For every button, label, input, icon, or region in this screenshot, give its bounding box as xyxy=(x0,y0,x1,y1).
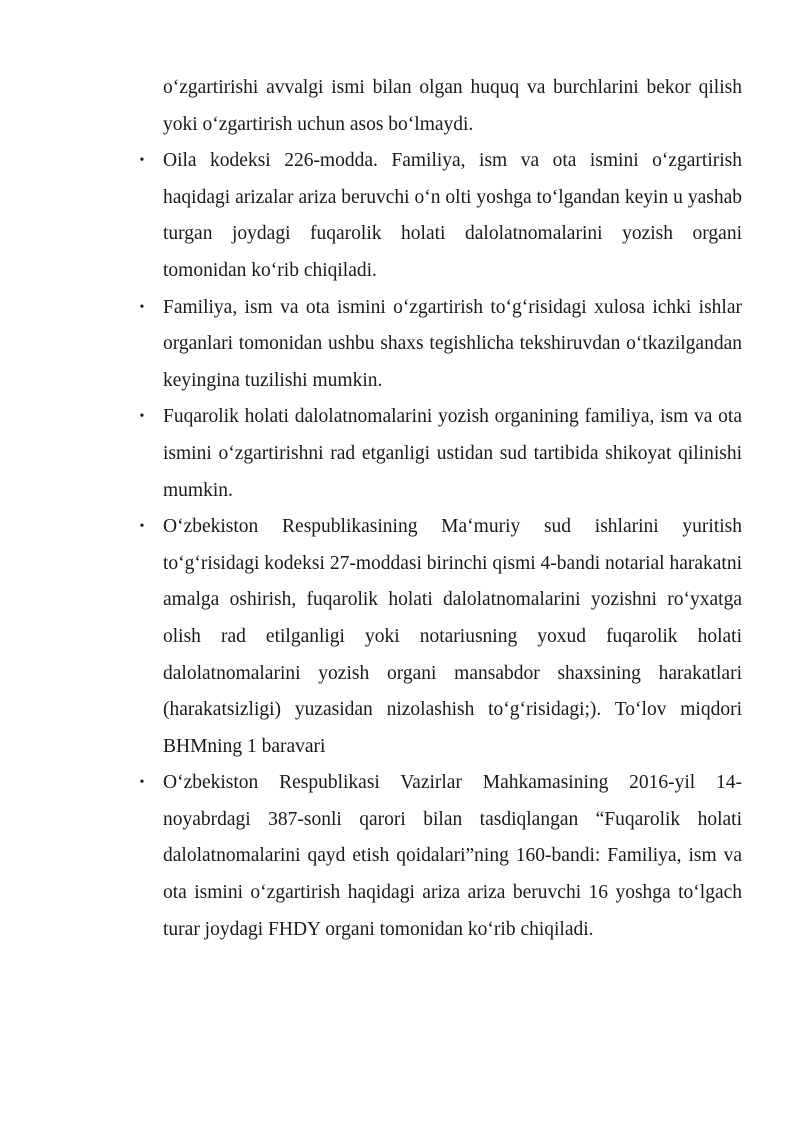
bullet-icon: • xyxy=(139,519,145,535)
bullet-icon: • xyxy=(139,153,145,169)
bullet-icon: • xyxy=(139,299,145,315)
bullet-text: O‘zbekiston Respublikasining Ma‘muriy sud ishlarini yuritish to‘g‘risidagi kodeksi 27-moddasi birinchi qismi 4-bandi notarial harakatni amalga oshirish, fuqarolik holati dalolatnomalarini yozishni ro‘yxatga olish rad etilganligi yoki notariusning yoxud fuqarolik holati dalolatnomalarini yozish organi mansabdor shaxsining harakatlari (harakatsizligi) yuzasidan nizolashish to‘g‘risidagi;). To‘lov miqdori BHMning 1 baravari xyxy=(163,516,742,757)
bullet-item-4 xyxy=(139,509,742,765)
bullet-item-1 xyxy=(139,143,742,289)
bullet-text: Fuqarolik holati dalolatnomalarini yozish organining familiya, ism va ota ismini o‘zgartirishni rad etganligi ustidan sud tartibida shikoyat qilinishi mumkin. xyxy=(163,406,742,501)
bullet-icon: • xyxy=(139,409,145,425)
bullet-item-3 xyxy=(139,399,742,509)
bullet-text: Oila kodeksi 226-modda. Familiya, ism va ota ismini o‘zgartirish haqidagi arizalar ariza beruvchi o‘n olti yoshga to‘lgandan keyin u yashab turgan joydagi fuqarolik holati dalolatnomalarini yozish organi tomonidan ko‘rib chiqiladi. xyxy=(163,150,742,281)
bullet-icon: • xyxy=(139,775,145,791)
bullet-text: O‘zbekiston Respublikasi Vazirlar Mahkamasining 2016-yil 14-noyabrdagi 387-sonli qarori bilan tasdiqlangan “Fuqarolik holati dalolatnomalarini qayd etish qoidalari”ning 160-bandi: Familiya, ism va ota ismini o‘zgartirish haqidagi ariza ariza beruvchi 16 yoshga to‘lgach turar joydagi FHDY organi tomonidan ko‘rib chiqiladi. xyxy=(163,772,742,940)
document-body xyxy=(139,70,742,948)
continuation-paragraph: o‘zgartirishi avvalgi ismi bilan olgan huquq va burchlarini bekor qilish yoki o‘zgartirish uchun asos bo‘lmaydi. xyxy=(163,77,742,135)
bullet-item-2 xyxy=(139,290,742,400)
bullet-item-5 xyxy=(139,765,742,948)
bullet-list xyxy=(139,143,742,948)
bullet-text: Familiya, ism va ota ismini o‘zgartirish to‘g‘risidagi xulosa ichki ishlar organlari tomonidan ushbu shaxs tegishlicha tekshiruvdan o‘tkazilgandan keyingina tuzilishi mumkin. xyxy=(163,296,742,391)
